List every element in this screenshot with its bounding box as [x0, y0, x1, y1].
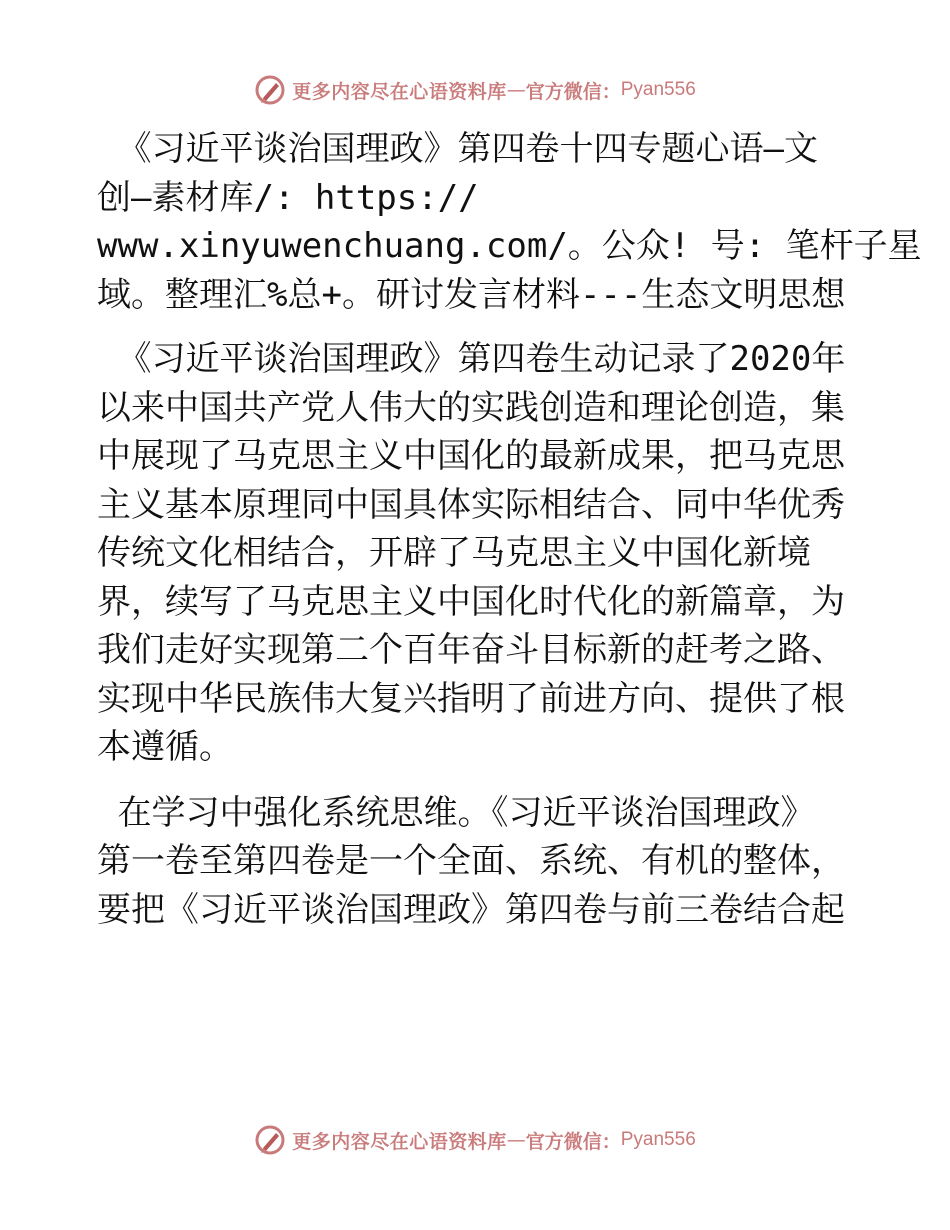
- footer-watermark: [0, 1120, 950, 1160]
- watermark-main-text: 更多内容尽在心语资料库: [292, 80, 507, 103]
- watermark-separator: —: [506, 79, 526, 101]
- pen-logo-icon: [254, 1124, 286, 1156]
- text-line: www.xinyuwenchuang.com/。公众! 号: 笔杆子星: [97, 226, 922, 266]
- text-line: 《习近平谈治国理政》第四卷十四专题心语—文: [97, 129, 818, 169]
- header-watermark: [0, 70, 950, 110]
- text-line: 域。整理汇%总+。研讨发言材料---生态文明思想: [97, 274, 846, 315]
- text-line: 实现中华民族伟大复兴指明了前进方向、提供了根: [97, 678, 845, 719]
- paragraph: [97, 125, 922, 319]
- watermark-wechat-id: Pyan556: [620, 1129, 696, 1150]
- text-line: 界，续写了马克思主义中国化时代化的新篇章，为: [97, 581, 845, 622]
- text-line: 第一卷至第四卷是一个全面、系统、有机的整体，: [97, 841, 845, 881]
- paragraph: [97, 335, 857, 772]
- text-line: 本遵循。: [97, 727, 233, 767]
- text-line: 我们走好实现第二个百年奋斗目标新的赶考之路、: [97, 630, 845, 670]
- document-body: [97, 125, 922, 934]
- text-line: 创—素材库/: https://: [97, 177, 479, 218]
- text-line: 《习近平谈治国理政》第四卷生动记录了2020年: [97, 339, 846, 379]
- watermark-main-text: 更多内容尽在心语资料库: [292, 1130, 507, 1153]
- text-line: 传统文化相结合，开辟了马克思主义中国化新境: [97, 533, 811, 573]
- watermark-wechat-label: 官方微信：: [525, 80, 621, 103]
- text-line: 中展现了马克思主义中国化的最新成果，把马克思: [97, 436, 845, 476]
- text-line: 以来中国共产党人伟大的实践创造和理论创造，集: [97, 387, 845, 428]
- watermark-separator: —: [506, 1129, 526, 1151]
- pen-logo-icon: [254, 74, 286, 106]
- watermark-wechat-id: Pyan556: [620, 79, 696, 100]
- text-line: 主义基本原理同中国具体实际相结合、同中华优秀: [97, 484, 845, 525]
- paragraph: [97, 789, 857, 935]
- watermark-wechat-label: 官方微信：: [525, 1130, 621, 1153]
- text-line: 要把《习近平谈治国理政》第四卷与前三卷结合起: [97, 889, 845, 930]
- text-line: 在学习中强化系统思维。《习近平谈治国理政》: [97, 792, 815, 833]
